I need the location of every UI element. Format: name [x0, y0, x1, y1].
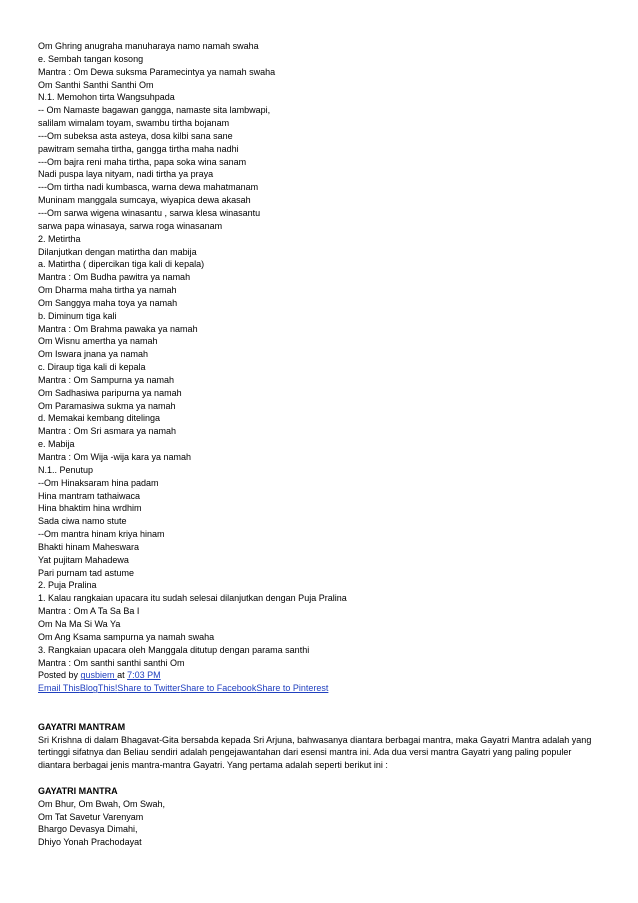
text-line: ---Om subeksa asta asteya, dosa kilbi sana sane: [38, 130, 233, 141]
text-line: Muninam manggala sumcaya, wiyapica dewa akasah: [38, 195, 251, 206]
text-line: Om Dharma maha tirtha ya namah: [38, 285, 177, 296]
text-line: Om Iswara jnana ya namah: [38, 349, 149, 360]
text-line: pawitram semaha tirtha, gangga tirtha maha nadhi: [38, 143, 239, 154]
posted-by-label: Posted by: [38, 670, 81, 681]
email-this-link[interactable]: Email This: [38, 683, 80, 694]
text-line: --Om mantra hinam kriya hinam: [38, 529, 165, 540]
blogthis-link[interactable]: BlogThis!: [79, 683, 118, 694]
text-line: Mantra : Om Sampurna ya namah: [38, 374, 175, 385]
text-line: Yat pujitam Mahadewa: [38, 554, 129, 565]
text-line: b. Diminum tiga kali: [38, 310, 117, 321]
share-facebook-link[interactable]: Share to Facebook: [180, 683, 257, 694]
posted-at-label: at: [117, 670, 128, 681]
text-line: Pari purnam tad astume: [38, 567, 135, 578]
text-line: Nadi puspa laya nityam, nadi tirtha ya praya: [38, 169, 214, 180]
text-line: ---Om bajra reni maha tirtha, papa soka wina sanam: [38, 156, 247, 167]
text-line: e. Mabija: [38, 439, 75, 450]
text-line: Sada ciwa namo stute: [38, 516, 127, 527]
text-line: c. Diraup tiga kali di kepala: [38, 362, 146, 373]
mantra-line: Dhiyo Yonah Prachodayat: [38, 837, 142, 848]
document-page: [38, 40, 603, 849]
text-line: Om Sanggya maha toya ya namah: [38, 297, 178, 308]
text-line: Bhakti hinam Maheswara: [38, 541, 140, 552]
section-heading-gayatri-mantram: GAYATRI MANTRAM: [38, 721, 126, 732]
text-line: Mantra : Om Sri asmara ya namah: [38, 426, 177, 437]
text-line: 1. Kalau rangkaian upacara itu sudah selesai dilanjutkan dengan Puja Pralina: [38, 593, 347, 604]
text-line: d. Memakai kembang ditelinga: [38, 413, 161, 424]
text-line: Om Na Ma Si Wa Ya: [38, 618, 121, 629]
text-line: Om Ang Ksama sampurna ya namah swaha: [38, 631, 215, 642]
mantra-line: Bhargo Devasya Dimahi,: [38, 824, 138, 835]
text-line: Mantra : Om Brahma pawaka ya namah: [38, 323, 198, 334]
text-line: Dilanjutkan dengan matirtha dan mabija: [38, 246, 197, 257]
text-line: e. Sembah tangan kosong: [38, 53, 144, 64]
share-pinterest-link[interactable]: Share to Pinterest: [256, 683, 329, 694]
gayatri-intro-paragraph: Sri Krishna di dalam Bhagavat-Gita bersabda kepada Sri Arjuna, bahwasanya diantara berbagai mantra, maka Gayatri Mantra adalah yang tertinggi sifatnya dan Beliau sendiri adalah pengejawantahan dari esensi mantra ini. Ada dua versi mantra Gayatri yang paling populer diantara berbagai jenis mantra-mantra Gayatri. Yang pertama adalah seperti berikut ini :: [38, 734, 592, 771]
text-line: Mantra : Om Budha pawitra ya namah: [38, 272, 191, 283]
text-line: --Om Hinaksaram hina padam: [38, 477, 159, 488]
text-line: Mantra : Om Dewa suksma Paramecintya ya namah swaha: [38, 66, 276, 77]
text-line: Om Ghring anugraha manuharaya namo namah swaha: [38, 41, 259, 51]
author-link[interactable]: gusbiem: [80, 670, 118, 681]
text-line: Hina bhaktim hina wrdhim: [38, 503, 142, 514]
text-line: sarwa papa winasaya, sarwa roga winasanam: [38, 220, 223, 231]
text-line: Mantra : Om A Ta Sa Ba I: [38, 606, 140, 617]
text-line: Om Santhi Santhi Santhi Om: [38, 79, 154, 90]
text-line: a. Matirtha ( dipercikan tiga kali di kepala): [38, 259, 205, 270]
text-line: ---Om sarwa wigena winasantu , sarwa klesa winasantu: [38, 207, 261, 218]
text-line: 2. Metirtha: [38, 233, 81, 244]
text-line: Om Sadhasiwa paripurna ya namah: [38, 387, 182, 398]
section-heading-gayatri-mantra: GAYATRI MANTRA: [38, 785, 118, 796]
mantra-line: Om Tat Savetur Varenyam: [38, 811, 144, 822]
text-line: salilam wimalam toyam, swambu tirtha bojanam: [38, 118, 230, 129]
text-line: N.1.. Penutup: [38, 464, 94, 475]
spacer: [38, 772, 603, 785]
text-line: 3. Rangkaian upacara oleh Manggala ditutup dengan parama santhi: [38, 644, 310, 655]
text-line: Hina mantram tathaiwaca: [38, 490, 141, 501]
spacer: [38, 708, 603, 721]
text-line: 2. Puja Pralina: [38, 580, 97, 591]
post-time-link[interactable]: 7:03 PM: [127, 670, 161, 681]
share-links: [38, 682, 603, 695]
text-line: N.1. Memohon tirta Wangsuhpada: [38, 92, 175, 103]
text-line: Mantra : Om santhi santhi santhi Om: [38, 657, 185, 668]
text-line: ---Om tirtha nadi kumbasca, warna dewa mahatmanam: [38, 182, 259, 193]
mantra-text-block: [38, 40, 603, 669]
share-twitter-link[interactable]: Share to Twitter: [117, 683, 181, 694]
gayatri-mantra-lines: [38, 798, 603, 849]
text-line: Mantra : Om Wija -wija kara ya namah: [38, 452, 192, 462]
post-meta: [38, 669, 603, 682]
text-line: Om Wisnu amertha ya namah: [38, 336, 158, 347]
text-line: -- Om Namaste bagawan gangga, namaste sita lambwapi,: [38, 105, 271, 116]
spacer: [38, 695, 603, 708]
mantra-line: Om Bhur, Om Bwah, Om Swah,: [38, 798, 166, 809]
text-line: Om Paramasiwa sukma ya namah: [38, 400, 176, 411]
